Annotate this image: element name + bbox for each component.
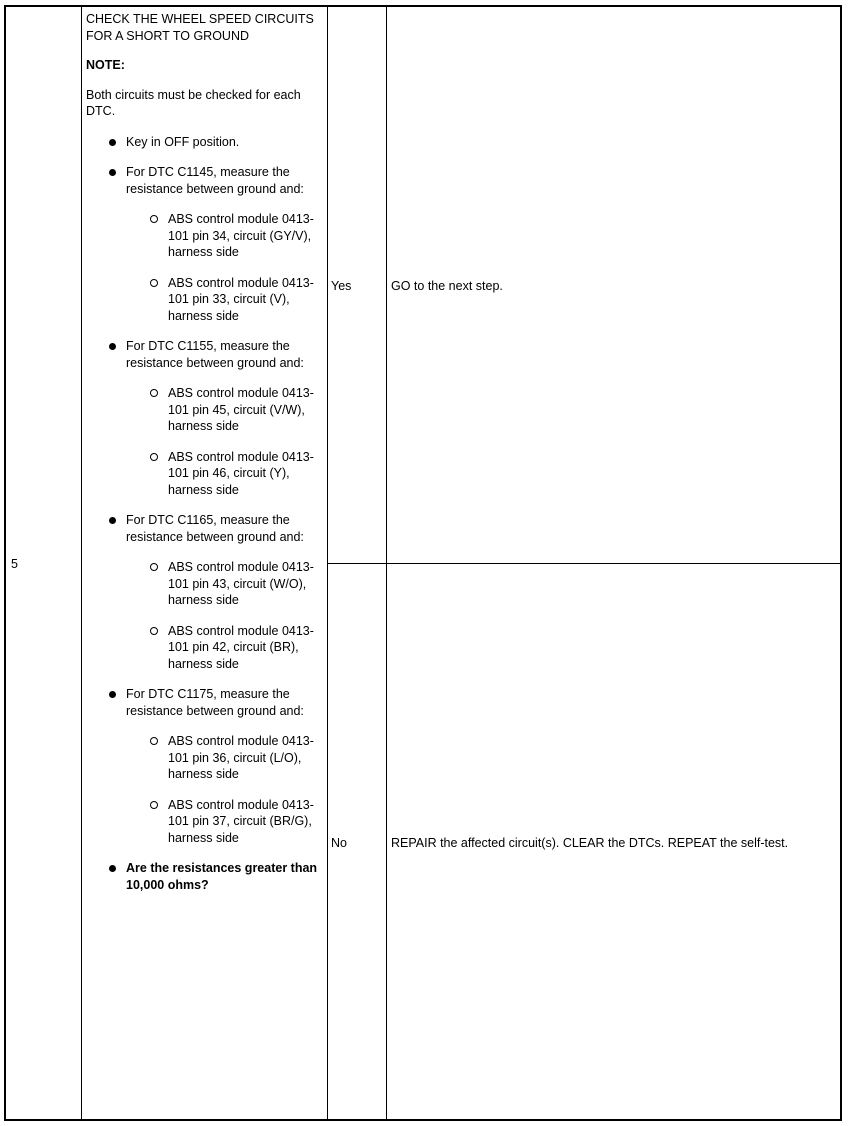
instruction-text: For DTC C1165, measure the resistance between ground and: — [126, 513, 304, 544]
result-yes-action: GO to the next step. — [391, 279, 503, 293]
bullet-icon — [109, 169, 116, 176]
circle-bullet-icon — [150, 801, 158, 809]
instruction-item — [86, 164, 326, 324]
sub-instruction-text: ABS control module 0413-101 pin 37, circuit (BR/G), harness side — [168, 797, 314, 845]
sub-instruction-list — [126, 733, 326, 846]
sub-instruction-item — [126, 449, 326, 499]
instruction-text: For DTC C1155, measure the resistance between ground and: — [126, 339, 304, 370]
instruction-item — [86, 338, 326, 498]
instruction-item — [86, 134, 326, 151]
sub-instruction-text: ABS control module 0413-101 pin 43, circuit (W/O), harness side — [168, 560, 314, 607]
circle-bullet-icon — [150, 737, 158, 745]
sub-instruction-text: ABS control module 0413-101 pin 45, circuit (V/W), harness side — [168, 386, 314, 433]
sub-instruction-item — [126, 559, 326, 609]
sub-instruction-list — [126, 559, 326, 672]
circle-bullet-icon — [150, 563, 158, 571]
bullet-icon — [109, 691, 116, 698]
instruction-item — [86, 512, 326, 672]
column-divider — [81, 7, 82, 1119]
sub-instruction-item — [126, 797, 326, 847]
sub-instruction-item — [126, 623, 326, 673]
sub-instruction-item — [126, 733, 326, 783]
question-text: Are the resistances greater than 10,000 ohms? — [126, 861, 318, 892]
instruction-list — [86, 134, 326, 894]
sub-instruction-item — [126, 211, 326, 261]
result-no-action: REPAIR the affected circuit(s). CLEAR the DTCs. REPEAT the self-test. — [391, 836, 789, 850]
result-yes-label: Yes — [331, 279, 352, 293]
instruction-text: For DTC C1145, measure the resistance between ground and: — [126, 165, 304, 196]
sub-instruction-text: ABS control module 0413-101 pin 36, circuit (L/O), harness side — [168, 734, 314, 781]
diagnostic-step-table — [4, 5, 842, 1121]
instruction-item — [86, 686, 326, 846]
sub-instruction-list — [126, 385, 326, 498]
instruction-text: For DTC C1175, measure the resistance between ground and: — [126, 687, 304, 718]
bullet-icon — [109, 139, 116, 146]
circle-bullet-icon — [150, 279, 158, 287]
sub-instruction-item — [126, 385, 326, 435]
row-divider — [327, 563, 840, 564]
step-number: 5 — [11, 557, 18, 571]
question-item — [86, 860, 326, 893]
result-no-label: No — [331, 836, 347, 850]
circle-bullet-icon — [150, 389, 158, 397]
note-label: NOTE: — [86, 58, 125, 72]
circle-bullet-icon — [150, 215, 158, 223]
circle-bullet-icon — [150, 453, 158, 461]
step-title: CHECK THE WHEEL SPEED CIRCUITS FOR A SHORT TO GROUND — [86, 12, 314, 43]
sub-instruction-text: ABS control module 0413-101 pin 42, circuit (BR), harness side — [168, 623, 314, 671]
sub-instruction-text: ABS control module 0413-101 pin 33, circuit (V), harness side — [168, 275, 314, 323]
circle-bullet-icon — [150, 627, 158, 635]
bullet-icon — [109, 517, 116, 524]
test-step-cell — [86, 11, 326, 907]
sub-instruction-text: ABS control module 0413-101 pin 34, circuit (GY/V), harness side — [168, 212, 314, 259]
sub-instruction-item — [126, 275, 326, 325]
sub-instruction-list — [126, 211, 326, 324]
bullet-icon — [109, 343, 116, 350]
sub-instruction-text: ABS control module 0413-101 pin 46, circuit (Y), harness side — [168, 449, 314, 497]
instruction-text: Key in OFF position. — [126, 134, 240, 149]
note-text: Both circuits must be checked for each DTC. — [86, 87, 301, 118]
bullet-icon — [109, 865, 116, 872]
